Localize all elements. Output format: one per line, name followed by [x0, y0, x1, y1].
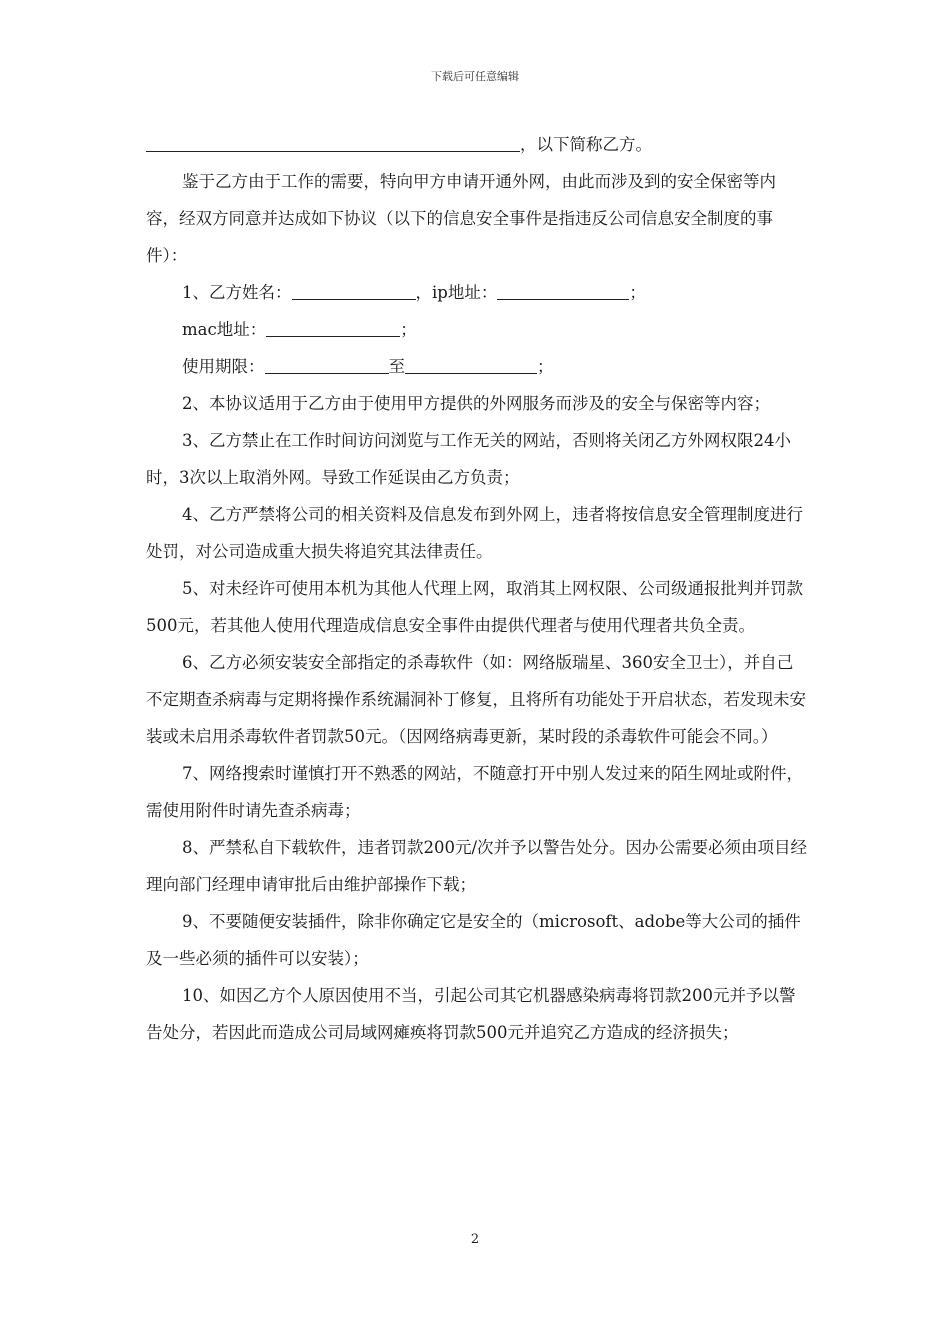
clause-7: 7、网络搜索时谨慎打开不熟悉的网站，不随意打开中别人发过来的陌生网址或附件，需使用附件时请先查杀病毒； — [146, 764, 803, 820]
period-semicolon: ； — [537, 357, 554, 376]
ip-label: ，ip地址： — [415, 283, 498, 302]
clause-4: 4、乙方严禁将公司的相关资料及信息发布到外网上，违者将按信息安全管理制度进行处罚，对公司造成重大损失将追究其法律责任。 — [146, 505, 803, 561]
clause-6: 6、乙方必须安装安全部指定的杀毒软件（如：网络版瑞星、360安全卫士），并自己不定期查杀病毒与定期将操作系统漏洞补丁修复，且将所有功能处于开启状态，若发现未安装或未启用杀毒软件者罚款50元。（因网络病毒更新，某时段的杀毒软件可能会不同。） — [146, 653, 806, 746]
clause-5: 5、对未经许可使用本机为其他人代理上网，取消其上网权限、公司级通报批判并罚款500元，若其他人使用代理造成信息安全事件由提供代理者与使用代理者共负全责。 — [146, 579, 803, 635]
clause-10: 10、如因乙方个人原因使用不当，引起公司其它机器感染病毒将罚款200元并予以警告处分，若因此而造成公司局域网瘫痪将罚款500元并追究乙方造成的经济损失； — [146, 986, 796, 1042]
name-ip-semicolon: ； — [629, 283, 646, 302]
clause-9: 9、不要随便安装插件，除非你确定它是安全的（microsoft、adobe等大公司的插件及一些必须的插件可以安装）； — [146, 912, 801, 968]
preamble-paragraph: 鉴于乙方由于工作的需要，特向甲方申请开通外网，由此而涉及到的安全保密等内容，经双方同意并达成如下协议（以下的信息安全事件是指违反公司信息安全制度的事件）： — [146, 172, 776, 265]
mac-semicolon: ； — [400, 320, 417, 339]
clause-2: 2、本协议适用于乙方由于使用甲方提供的外网服务而涉及的安全与保密等内容； — [182, 394, 770, 413]
ip-blank[interactable] — [497, 277, 629, 300]
period-line — [146, 348, 808, 385]
period-label: 使用期限： — [182, 357, 265, 376]
mac-blank[interactable] — [266, 314, 400, 337]
name-ip-line — [146, 274, 808, 311]
period-start-blank[interactable] — [265, 351, 389, 374]
clause-3: 3、乙方禁止在工作时间访问浏览与工作无关的网站，否则将关闭乙方外网权限24小时，3次以上取消外网。导致工作延误由乙方负责； — [146, 431, 791, 487]
period-to: 至 — [388, 357, 405, 376]
page-number: 2 — [470, 1232, 480, 1247]
period-end-blank[interactable] — [405, 351, 537, 374]
page-header-note: 下载后可任意编辑 — [431, 70, 519, 83]
party-b-line — [146, 126, 808, 163]
party-b-suffix: ，以下简称乙方。 — [520, 135, 652, 154]
mac-label: mac地址： — [182, 320, 267, 339]
agreement-body — [146, 126, 808, 1051]
name-blank[interactable] — [292, 277, 416, 300]
mac-line — [146, 311, 808, 348]
party-b-blank[interactable] — [146, 129, 520, 152]
name-label: 1、乙方姓名： — [182, 283, 292, 302]
clause-8: 8、严禁私自下载软件，违者罚款200元/次并予以警告处分。因办公需要必须由项目经理向部门经理申请审批后由维护部操作下载； — [146, 838, 808, 894]
